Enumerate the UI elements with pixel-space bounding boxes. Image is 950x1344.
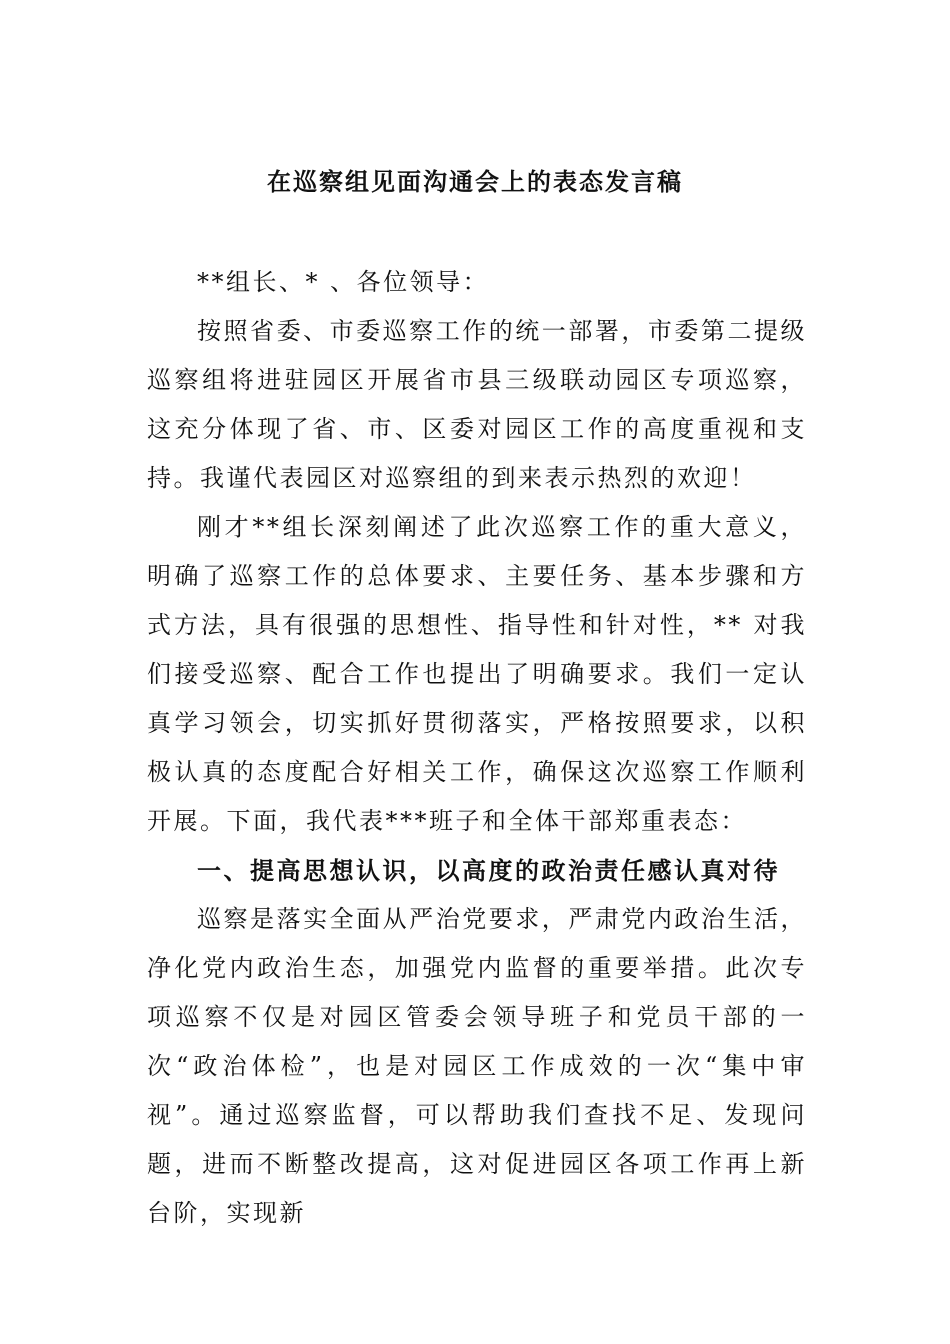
salutation: **组长、* 、各位领导：	[197, 268, 490, 296]
document-title: 在巡察组见面沟通会上的表态发言稿	[267, 167, 683, 196]
paragraph-intro: 按照省委、市委巡察工作的统一部署，市委第二提级巡察组将进驻园区开展省市县三级联动园区专项巡察，这充分体现了省、市、区委对园区工作的高度重视和支持。我谨代表园区对巡察组的到来表示热烈的欢迎！	[147, 317, 807, 492]
section-paragraph: 巡察是落实全面从严治党要求，严肃党内政治生活，净化党内政治生态，加强党内监督的重要举措。此次专项巡察不仅是对园区管委会领导班子和党员干部的一次“政治体检”，也是对园区工作成效的一次“集中审视”。通过巡察监督，可以帮助我们查找不足、发现问题，进而不断整改提高，这对促进园区各项工作再上新台阶，实现新	[147, 905, 807, 1227]
paragraph-response: 刚才**组长深刻阐述了此次巡察工作的重大意义，明确了巡察工作的总体要求、主要任务、基本步骤和方式方法，具有很强的思想性、指导性和针对性，** 对我们接受巡察、配合工作也提出了明确要求。我们一定认真学习领会，切实抓好贯彻落实，严格按照要求，以积极认真的态度配合好相关工作，确保这次巡察工作顺利开展。下面，我代表***班子和全体干部郑重表态：	[147, 513, 807, 835]
document-body	[147, 258, 807, 1238]
section-heading: 一、提高思想认识，以高度的政治责任感认真对待	[197, 856, 780, 885]
